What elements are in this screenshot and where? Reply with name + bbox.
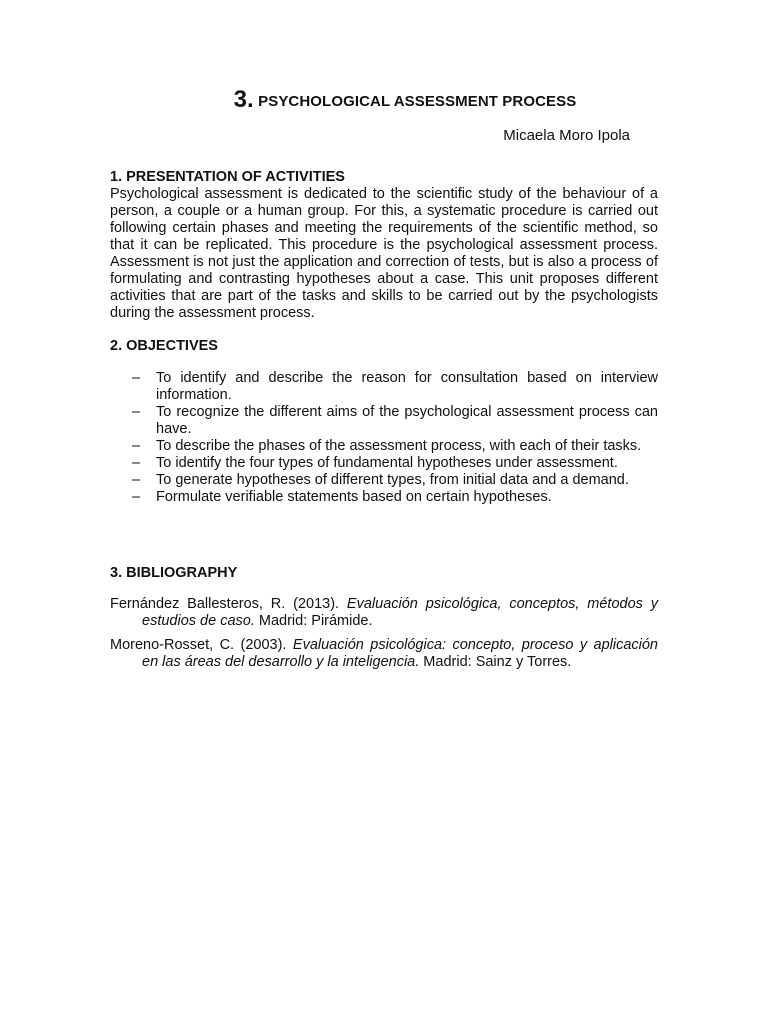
dash-bullet-icon: – <box>132 370 141 386</box>
objective-item: – Formulate verifiable statements based on certain hypotheses. <box>132 489 552 505</box>
presentation-paragraph: Psychological assessment is dedicated to the scientific study of the behaviour of a person, a couple or a human group. For this, a systematic procedure is carried out following certain phases and meeting the requirements of the scientific method, so that it can be replicated. This procedure is the psychological assessment process. Assessment is not just the application and correction of tests, but is also a process of formulating and contrasting hypotheses about a case. This unit proposes different activities that are part of the tasks and skills to be carried out by the psychologists during the assessment process. <box>110 186 658 321</box>
objective-item: – To describe the phases of the assessment process, with each of their tasks. <box>132 438 642 454</box>
bibliography-list <box>110 596 658 671</box>
chapter-number: 3. <box>233 86 254 113</box>
chapter-title: PSYCHOLOGICAL ASSESSMENT PROCESS <box>258 93 577 110</box>
dash-bullet-icon: – <box>132 472 141 488</box>
author-name: Micaela Moro Ipola <box>503 127 630 144</box>
section-heading-objectives: 2. OBJECTIVES <box>110 338 218 354</box>
bibliography-entry: Moreno-Rosset, C. (2003). Evaluación psicológica: concepto, proceso y aplicación en las áreas del desarrollo y la inteligencia. Madrid: Sainz y Torres. <box>110 637 658 670</box>
document-title <box>0 86 768 114</box>
section-heading-bibliography: 3. BIBLIOGRAPHY <box>110 565 238 581</box>
dash-bullet-icon: – <box>132 489 141 505</box>
dash-bullet-icon: – <box>132 455 141 471</box>
objective-item: – To identify and describe the reason for consultation based on interview information. <box>132 370 658 403</box>
dash-bullet-icon: – <box>132 404 141 420</box>
section-heading-presentation: 1. PRESENTATION OF ACTIVITIES <box>110 169 345 185</box>
objective-item: – To identify the four types of fundamental hypotheses under assessment. <box>132 455 618 471</box>
objective-item: – To generate hypotheses of different types, from initial data and a demand. <box>132 472 629 488</box>
objective-item: – To recognize the different aims of the psychological assessment process can have. <box>132 404 658 437</box>
dash-bullet-icon: – <box>132 438 141 454</box>
bibliography-entry: Fernández Ballesteros, R. (2013). Evaluación psicológica, conceptos, métodos y estudios de caso. Madrid: Pirámide. <box>110 596 659 629</box>
objectives-list <box>110 370 658 506</box>
document-body <box>110 168 658 671</box>
